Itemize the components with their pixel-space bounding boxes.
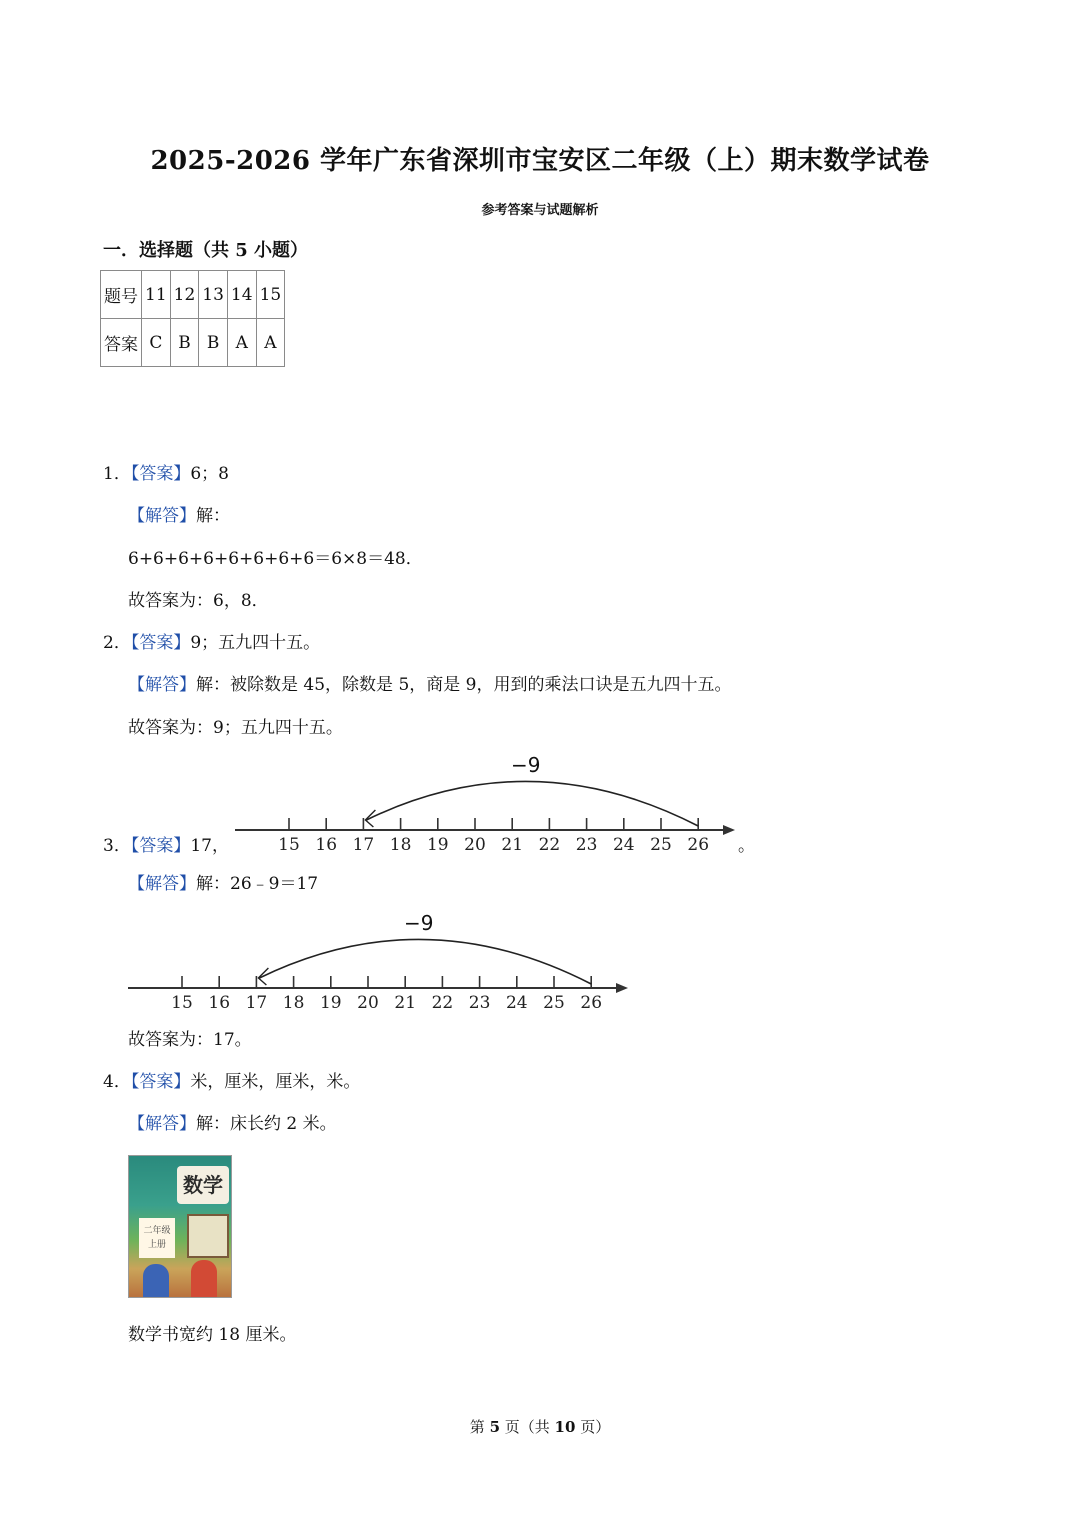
answer-tag: 【答案】	[130, 836, 191, 856]
solution-tag: 【解答】	[128, 675, 196, 695]
table-cell: A	[227, 319, 256, 367]
q2-solution-line	[128, 673, 731, 697]
tick-label: 26	[580, 993, 603, 1013]
jump-label: −9	[404, 911, 434, 935]
answer-tag: 【答案】	[130, 464, 191, 484]
table-cell: 13	[199, 271, 228, 319]
page-subtitle: 参考答案与试题解析	[481, 203, 599, 218]
footer-total-pages: 10	[554, 1418, 576, 1436]
table-cell: A	[256, 319, 285, 367]
tick-label: 15	[278, 835, 300, 855]
tick-label: 16	[315, 835, 338, 855]
tick-label: 24	[505, 993, 528, 1013]
solution-tag: 【解答】	[128, 874, 196, 894]
tick-label: 20	[464, 835, 486, 855]
q2-answer-line	[103, 631, 320, 655]
solution-text: 解：	[196, 506, 230, 526]
tick-label: 25	[543, 993, 565, 1013]
solution-text: 解：被除数是 45，除数是 5，商是 9，用到的乘法口诀是五九四十五。	[196, 675, 732, 695]
page-title: 2025-2026 学年广东省深圳市宝安区二年级（上）期末数学试卷	[150, 146, 930, 176]
answer-text: 9；五九四十五。	[190, 633, 321, 653]
math-textbook-image	[128, 1155, 232, 1298]
number-line-answer	[235, 748, 740, 860]
tick-label: 18	[389, 835, 412, 855]
answer-tag: 【答案】	[130, 1072, 191, 1092]
q4-answer-line	[103, 1070, 360, 1094]
footer-mid: 页（共	[500, 1418, 555, 1436]
axis-arrowhead	[616, 983, 628, 993]
answer-text: 6；8	[190, 464, 229, 484]
section-heading: 一．选择题（共 5 小题）	[103, 240, 309, 261]
tick-label: 16	[208, 993, 231, 1013]
tick-label: 17	[352, 835, 375, 855]
q1-calc: 6+6+6+6+6+6+6+6＝6×8＝48．	[128, 549, 423, 569]
solution-text: 解：26﹣9＝17	[196, 874, 319, 894]
q1-answer-line	[103, 462, 229, 486]
tick-label: 25	[650, 835, 672, 855]
table-row	[101, 271, 285, 319]
book-girl-illustration	[191, 1260, 217, 1298]
number-line-solution	[128, 906, 633, 1018]
footer-suffix: 页）	[575, 1418, 611, 1436]
tick-label: 23	[575, 835, 598, 855]
q4-solution-line	[128, 1112, 337, 1136]
q3-conclusion: 故答案为：17。	[128, 1030, 252, 1050]
table-cell: 答案	[101, 319, 142, 367]
footer-prefix: 第	[469, 1418, 490, 1436]
table-cell: 15	[256, 271, 285, 319]
q3-answer-end: 。	[738, 836, 755, 856]
jump-label: −9	[511, 753, 541, 777]
book-grade: 二年级 上册	[139, 1218, 175, 1258]
table-cell: 14	[227, 271, 256, 319]
q1-solution-line	[128, 504, 230, 528]
tick-label: 22	[538, 835, 561, 855]
solution-text: 解：床长约 2 米。	[196, 1114, 337, 1134]
tick-label: 20	[357, 993, 379, 1013]
page-footer	[0, 1416, 1080, 1437]
tick-label: 17	[245, 993, 268, 1013]
table-cell: 题号	[101, 271, 142, 319]
tick-label: 15	[171, 993, 193, 1013]
question-number: 2．	[103, 633, 131, 653]
answer-text: 17，	[190, 836, 229, 856]
q2-conclusion: 故答案为：9；五九四十五。	[128, 718, 343, 738]
q3-solution-line	[128, 872, 318, 896]
tick-label: 18	[282, 993, 305, 1013]
answer-table	[100, 270, 285, 367]
question-number: 1．	[103, 464, 131, 484]
book-title: 数学	[177, 1166, 229, 1204]
book-window-illustration	[187, 1214, 229, 1258]
answer-tag: 【答案】	[130, 633, 191, 653]
table-cell: 11	[142, 271, 171, 319]
answer-text: 米，厘米，厘米，米。	[190, 1072, 361, 1092]
q4-note: 数学书宽约 18 厘米。	[128, 1325, 297, 1345]
footer-page-number: 5	[489, 1418, 500, 1436]
tick-label: 19	[426, 835, 449, 855]
question-number: 4．	[103, 1072, 131, 1092]
table-row	[101, 319, 285, 367]
jump-arc	[259, 939, 591, 984]
q3-answer-line	[103, 834, 229, 858]
tick-label: 19	[319, 993, 342, 1013]
jump-arc	[366, 781, 698, 826]
table-cell: 12	[170, 271, 199, 319]
question-number: 3．	[103, 836, 131, 856]
tick-label: 21	[501, 835, 524, 855]
tick-label: 23	[468, 993, 491, 1013]
q1-conclusion: 故答案为：6，8．	[128, 591, 269, 611]
book-boy-illustration	[143, 1264, 169, 1298]
table-cell: C	[142, 319, 171, 367]
axis-arrowhead	[723, 825, 735, 835]
table-cell: B	[199, 319, 228, 367]
tick-label: 22	[431, 993, 454, 1013]
tick-label: 24	[612, 835, 635, 855]
tick-label: 26	[687, 835, 710, 855]
table-cell: B	[170, 319, 199, 367]
tick-label: 21	[394, 993, 417, 1013]
solution-tag: 【解答】	[128, 1114, 196, 1134]
solution-tag: 【解答】	[128, 506, 196, 526]
